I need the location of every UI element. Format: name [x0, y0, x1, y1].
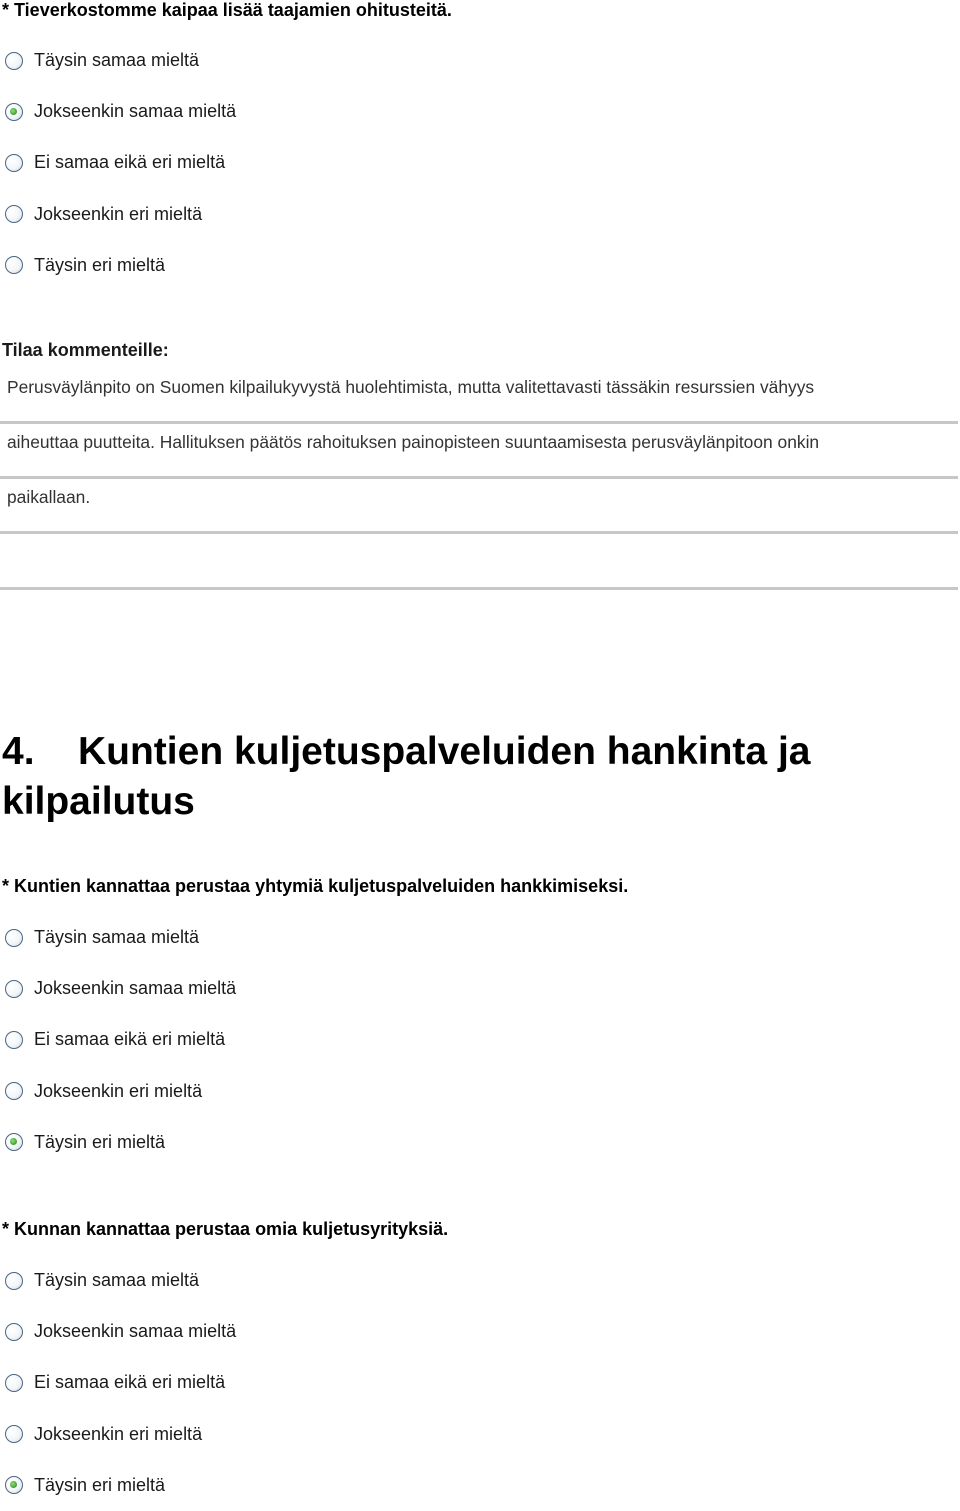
- question-1-option[interactable]: [5, 86, 236, 137]
- radio-button[interactable]: [5, 52, 23, 70]
- radio-button[interactable]: [5, 1323, 23, 1341]
- question-1-option[interactable]: [5, 35, 236, 86]
- question-3-option[interactable]: [5, 1357, 236, 1408]
- radio-button[interactable]: [5, 256, 23, 274]
- radio-button[interactable]: [5, 1476, 23, 1494]
- question-2-option[interactable]: [5, 1117, 236, 1168]
- question-2-label: * Kuntien kannattaa perustaa yhtymiä kuljetuspalveluiden hankkimiseksi.: [2, 876, 629, 896]
- question-3-option[interactable]: [5, 1409, 236, 1460]
- question-3-option[interactable]: [5, 1460, 236, 1511]
- radio-button[interactable]: [5, 1425, 23, 1443]
- radio-button[interactable]: [5, 1031, 23, 1049]
- question-1-option[interactable]: [5, 189, 236, 240]
- question-2-option[interactable]: [5, 1066, 236, 1117]
- question-1-options: [5, 35, 236, 291]
- question-2-option[interactable]: [5, 1014, 236, 1065]
- question-3-label: * Kunnan kannattaa perustaa omia kuljetusyrityksiä.: [2, 1219, 449, 1239]
- question-2-option[interactable]: [5, 912, 236, 963]
- section-number: 4.: [2, 730, 35, 773]
- option-label: Ei samaa eikä eri mieltä: [34, 152, 226, 173]
- option-label: Täysin samaa mieltä: [34, 1270, 200, 1291]
- question-3-option[interactable]: [5, 1306, 236, 1357]
- option-label: Jokseenkin samaa mieltä: [34, 101, 237, 122]
- option-label: Jokseenkin samaa mieltä: [34, 1321, 237, 1342]
- radio-button[interactable]: [5, 1374, 23, 1392]
- question-2-options: [5, 912, 236, 1168]
- comment-line[interactable]: paikallaan.: [0, 479, 958, 534]
- radio-button[interactable]: [5, 1272, 23, 1290]
- radio-button[interactable]: [5, 154, 23, 172]
- option-label: Täysin eri mieltä: [34, 1131, 166, 1152]
- question-1-option[interactable]: [5, 137, 236, 188]
- radio-button[interactable]: [5, 1082, 23, 1100]
- section-heading: [2, 727, 960, 827]
- radio-button[interactable]: [5, 929, 23, 947]
- comment-line[interactable]: [0, 535, 958, 590]
- question-3-option[interactable]: [5, 1255, 236, 1306]
- option-label: Ei samaa eikä eri mieltä: [34, 1029, 226, 1050]
- option-label: Jokseenkin eri mieltä: [34, 1080, 203, 1101]
- comments-label: Tilaa kommenteille:: [2, 340, 169, 360]
- comment-line[interactable]: aiheuttaa puutteita. Hallituksen päätös rahoituksen painopisteen suuntaamisesta perusväylänpitoon onkin: [0, 424, 958, 479]
- option-label: Täysin eri mieltä: [34, 1474, 166, 1495]
- question-1-option[interactable]: [5, 240, 236, 291]
- option-label: Täysin eri mieltä: [34, 254, 166, 275]
- option-label: Täysin samaa mieltä: [34, 927, 200, 948]
- comment-line[interactable]: Perusväylänpito on Suomen kilpailukyvystä huolehtimista, mutta valitettavasti tässäkin resurssien vähyys: [0, 369, 958, 424]
- radio-button[interactable]: [5, 980, 23, 998]
- option-label: Jokseenkin samaa mieltä: [34, 978, 237, 999]
- radio-button[interactable]: [5, 1133, 23, 1151]
- question-3-options: [5, 1255, 236, 1511]
- option-label: Ei samaa eikä eri mieltä: [34, 1372, 226, 1393]
- section-title-text: Kuntien kuljetuspalveluiden hankinta ja kilpailutus: [2, 730, 811, 823]
- radio-button[interactable]: [5, 205, 23, 223]
- option-label: Jokseenkin eri mieltä: [34, 1423, 203, 1444]
- question-2-option[interactable]: [5, 963, 236, 1014]
- option-label: Jokseenkin eri mieltä: [34, 203, 203, 224]
- option-label: Täysin samaa mieltä: [34, 50, 200, 71]
- radio-button[interactable]: [5, 103, 23, 121]
- question-1-label: * Tieverkostomme kaipaa lisää taajamien ohitusteitä.: [2, 0, 452, 20]
